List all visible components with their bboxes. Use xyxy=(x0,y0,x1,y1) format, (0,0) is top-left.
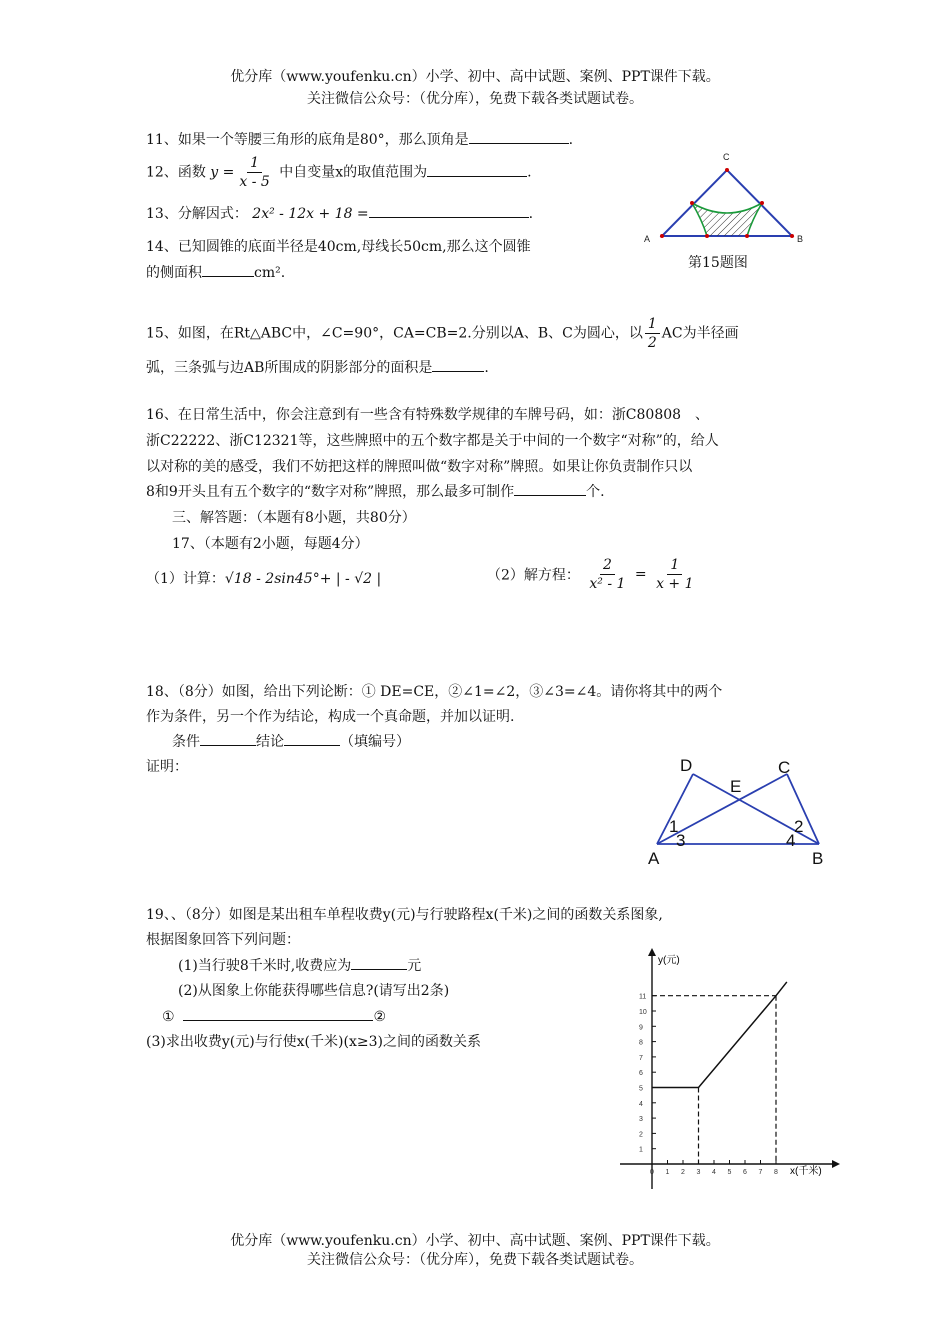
chart-y-tick-label: 5 xyxy=(639,1085,643,1093)
q19-info-lines: ① ② xyxy=(162,1006,386,1025)
q13-expression: 2x² - 12x + 18 = xyxy=(252,206,369,222)
chart-y-tick-label: 11 xyxy=(639,993,647,1001)
q18-label-b: B xyxy=(812,849,824,868)
chart-y-tick-label: 7 xyxy=(639,1054,643,1062)
question-15-line-2: 弧，三条弧与边AB所围成的阴影部分的面积是 . xyxy=(146,357,489,377)
q11-answer-blank[interactable] xyxy=(469,129,569,144)
q12-fraction: $\frac{1}{x - 5}$ xyxy=(239,155,270,190)
q18-label-c: C xyxy=(778,758,791,777)
q15-caption: 第15题图 xyxy=(688,255,748,271)
chart-y-tick-label: 8 xyxy=(639,1039,643,1047)
chart-x-arrow xyxy=(832,1160,840,1168)
chart-y-tick-label: 2 xyxy=(639,1131,643,1139)
q15-label-b: B xyxy=(797,234,804,244)
q17-part-2: （2）解方程： $\frac{2}{\text{x² - 1}}$ = $\frac{1}{x + 1}$ xyxy=(487,557,694,592)
header-line-1: 优分库（www.youfenku.cn）小学、初中、高中试题、案例、PPT课件下载。 xyxy=(230,69,720,85)
q12-answer-blank[interactable] xyxy=(427,162,527,177)
q11-text: 11、如果一个等腰三角形的底角是80°，那么顶角是 xyxy=(146,132,469,148)
footer-line-1: 优分库（www.youfenku.cn）小学、初中、高中试题、案例、PPT课件下载。 xyxy=(230,1233,720,1249)
question-16-line-4: 8和9开头且有五个数字的“数字对称”牌照，那么最多可制作 个. xyxy=(146,481,605,501)
chart-series-line xyxy=(652,982,787,1088)
chart-y-tick-label: 10 xyxy=(639,1009,647,1016)
chart-y-tick-label: 4 xyxy=(639,1100,643,1108)
chart-x-tick-label: 2 xyxy=(681,1169,685,1176)
footer-line-2: 关注微信公众号：（优分库），免费下载各类试题试卷。 xyxy=(307,1252,643,1268)
question-16-line-2: 浙C22222、浙C12321等，这些牌照中的五个数字都是关于中间的一个数字“对称”的，给人 xyxy=(146,433,719,449)
chart-x-tick-label: 1 xyxy=(665,1169,670,1176)
q18-angle-4: 4 xyxy=(786,831,796,850)
q15-label-a: A xyxy=(644,234,651,244)
question-17-title: 17、（本题有2小题，每题4分） xyxy=(172,536,369,552)
q18-proof-label: 证明： xyxy=(146,759,188,775)
question-14-line-2: 的侧面积 cm². xyxy=(146,262,285,282)
question-13: 13、分解因式： 2x² - 12x + 18 = . xyxy=(146,203,533,223)
chart-y-label: y(元) xyxy=(658,955,680,966)
q17-part-1-expression: √18 - 2sin45°+ | - √2 | xyxy=(224,571,382,587)
q19-info-1-blank[interactable] xyxy=(183,1006,373,1021)
q18-angle-2: 2 xyxy=(794,817,804,836)
q19-chart xyxy=(612,944,842,1194)
q18-condition-blank[interactable] xyxy=(200,731,256,746)
question-12: 12、函数 y = $\frac{1}{x - 5}$ 中自变量x的取值范围为 . xyxy=(146,155,532,190)
q19-sub-1: (1)当行驶8千米时,收费应为 元 xyxy=(178,955,421,975)
question-14-line-1: 14、已知圆锥的底面半径是40cm,母线长50cm,那么这个圆锥 xyxy=(146,239,531,255)
question-16-line-1: 16、在日常生活中，你会注意到有一些含有特殊数学规律的车牌号码，如：浙C80808 、 xyxy=(146,407,710,423)
q19-sub-3: (3)求出收费y(元)与行使x(千米)(x≥3)之间的函数关系 xyxy=(146,1034,481,1050)
q18-angle-1: 1 xyxy=(669,817,679,836)
question-16-line-3: 以对称的美的感受，我们不妨把这样的牌照叫做“数字对称”牌照。如果让你负责制作只以 xyxy=(146,459,693,475)
question-11: 11、如果一个等腰三角形的底角是80°，那么顶角是 . xyxy=(146,129,573,149)
question-18-line-1: 18、（8分）如图，给出下列论断：① DE=CE，②∠1=∠2，③∠3=∠4。请你将其中的两个 xyxy=(146,684,723,700)
q15-answer-blank[interactable] xyxy=(432,357,484,372)
question-18-line-3: 条件 结论 （填编号） xyxy=(172,731,410,751)
chart-x-label: x(千米) xyxy=(790,1166,822,1177)
q18-label-e: E xyxy=(730,777,742,796)
q18-conclusion-blank[interactable] xyxy=(284,731,340,746)
q17-part-1: （1）计算：√18 - 2sin45°+ | - √2 | xyxy=(146,571,382,587)
q16-answer-blank[interactable] xyxy=(514,481,586,496)
q15-figure xyxy=(642,148,812,248)
chart-x-tick-label: 4 xyxy=(712,1169,716,1176)
chart-y-arrow xyxy=(648,948,656,956)
chart-x-tick-label: 3 xyxy=(696,1169,701,1176)
q19-fare-blank[interactable] xyxy=(351,955,407,970)
chart-x-tick-label: 5 xyxy=(727,1169,732,1176)
question-18-line-2: 作为条件，另一个作为结论，构成一个真命题，并加以证明. xyxy=(146,709,515,725)
q14-answer-blank[interactable] xyxy=(202,262,254,277)
q13-answer-blank[interactable] xyxy=(369,203,529,218)
q18-label-a: A xyxy=(648,849,660,868)
chart-x-tick-label: 6 xyxy=(743,1169,747,1176)
question-15-line-1: 15、如图，在Rt△ABC中，∠C=90°，CA=CB=2.分别以A、B、C为圆心，以 $\frac{1}{2}$ AC为半径画 xyxy=(146,316,739,351)
q15-fraction: $\frac{1}{2}$ xyxy=(645,315,660,352)
chart-y-tick-label: 6 xyxy=(639,1070,643,1078)
chart-x-tick-label: 0 xyxy=(650,1169,654,1176)
q15-label-c: C xyxy=(723,152,730,162)
q18-label-d: D xyxy=(680,756,693,775)
chart-x-tick-label: 7 xyxy=(758,1169,763,1176)
q18-angle-3: 3 xyxy=(676,831,686,850)
section-3-title: 三、解答题：（本题有8小题，共80分） xyxy=(172,510,416,526)
q18-figure xyxy=(645,752,835,870)
question-19-line-2: 根据图象回答下列问题： xyxy=(146,932,300,948)
chart-y-tick-label: 9 xyxy=(639,1024,643,1032)
chart-y-tick-label: 3 xyxy=(639,1116,643,1124)
chart-y-tick-label: 1 xyxy=(639,1146,643,1154)
q19-sub-2: (2)从图象上你能获得哪些信息?(请写出2条) xyxy=(178,983,450,999)
header-line-2: 关注微信公众号：（优分库），免费下载各类试题试卷。 xyxy=(307,91,643,107)
question-19-line-1: 19、、（8分）如图是某出租车单程收费y(元)与行驶路程x(千米)之间的函数关系图象, xyxy=(146,907,663,923)
chart-x-tick-label: 8 xyxy=(774,1169,778,1176)
